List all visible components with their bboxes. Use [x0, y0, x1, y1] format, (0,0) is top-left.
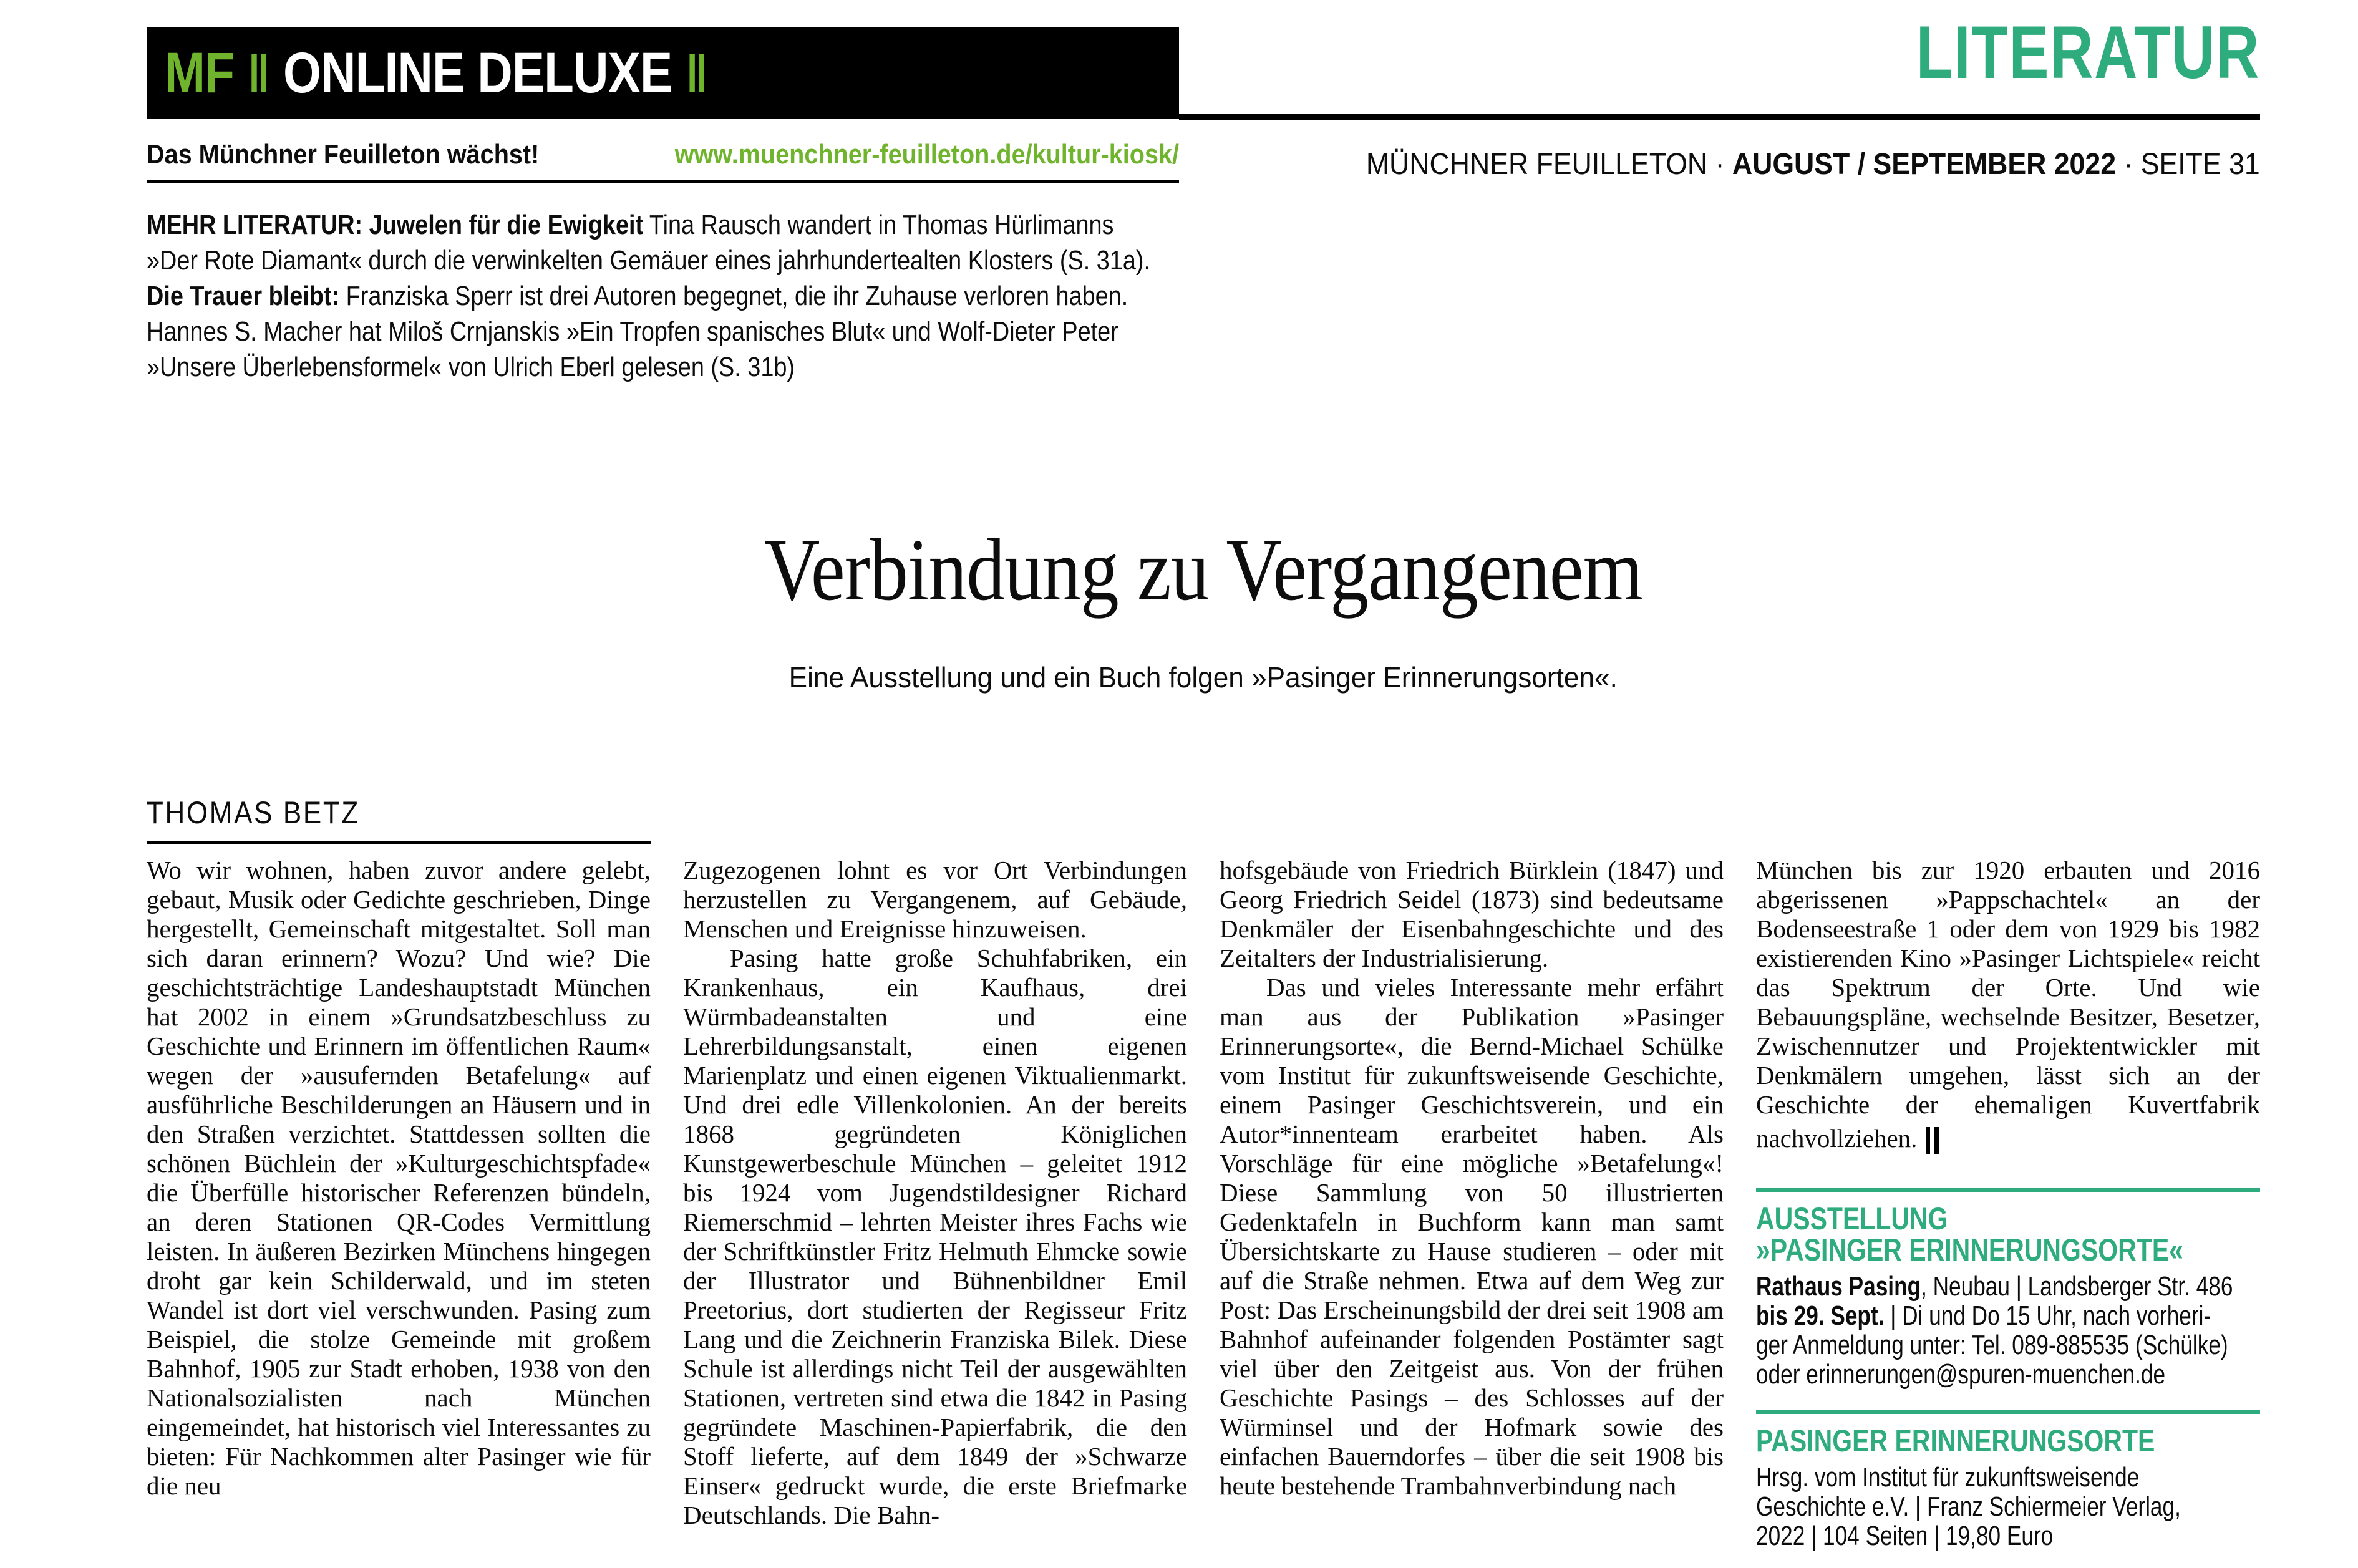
section-title-text: LITERATUR: [1916, 11, 2260, 94]
body-paragraph: Zugezogenen lohnt es vor Ort Verbindungen herzustellen zu Vergangenem, auf Gebäude, Menschen und Ereignisse hinzuweisen.: [683, 856, 1187, 943]
double-bar-icon: ‖: [248, 44, 269, 104]
masthead-logo-bar: [147, 27, 1179, 119]
article-column-3: [1220, 856, 1724, 1501]
article-headline: Verbindung zu Vergangenem: [764, 520, 1642, 619]
teaser-line: »Der Rote Diamant« durch die verwinkelten Gemäuer eines jahrhundertealten Klosters (S. 31a).: [147, 245, 1151, 276]
infobox-line: oder erinnerungen@spuren-muenchen.de: [1756, 1359, 2166, 1390]
infobox-heading: PASINGER ERINNERUNGSORTE: [1756, 1423, 2155, 1458]
double-bar-icon: ‖: [686, 44, 708, 104]
article-column-2: [683, 856, 1187, 1530]
logo-title: ONLINE DELUXE: [283, 41, 672, 105]
book-infobox: [1756, 1410, 2260, 1551]
dateline-paper: MÜNCHNER FEUILLETON ·: [1366, 148, 1733, 181]
infobox-heading: »PASINGER ERINNERUNGSORTE«: [1756, 1232, 2183, 1267]
dateline-issue: AUGUST / SEPTEMBER 2022: [1732, 148, 2117, 181]
article-subhead: Eine Ausstellung und ein Buch folgen »Pasinger Erinnerungsorten«.: [788, 661, 1618, 694]
infobox-line: ger Anmeldung unter: Tel. 089-885535 (Schülke): [1756, 1330, 2228, 1360]
author-byline: THOMAS BETZ: [147, 795, 360, 830]
exhibition-infobox: [1756, 1188, 2260, 1410]
dateline-page: · SEITE 31: [2116, 148, 2260, 181]
teaser-block: [147, 207, 1207, 385]
teaser-line: »Unsere Überlebensformel« von Ulrich Eberl gelesen (S. 31b): [147, 352, 795, 382]
infobox-line: Hrsg. vom Institut für zukunftsweisende: [1756, 1462, 2140, 1493]
teaser-line: Hannes S. Macher hat Miloš Crnjanskis »Ein Tropfen spanisches Blut« und Wolf-Dieter Peter: [147, 316, 1118, 347]
infobox-line: 2022 | 104 Seiten | 19,80 Euro: [1756, 1521, 2054, 1551]
infobox-details: [1756, 1463, 2260, 1551]
section-underline-rule: [1179, 114, 2260, 120]
body-paragraph: Pasing hatte große Schuhfabriken, ein Krankenhaus, ein Kaufhaus, drei Würmbadeanstalten und eine Lehrerbildungsanstalt, einen eigenen Marienplatz und einen eigenen Viktualienmarkt. Und drei edle Villenkolonien. An der bereits 1868 gegründeten Königlichen Kunstgewerbeschule München – geleitet 1912 bis 1924 vom Jugendstildesigner Richard Riemerschmid – lehrten Meister ihres Fachs wie der Schriftkünstler Fritz Helmuth Ehmcke sowie der Illustrator und Bühnenbildner Emil Preetorius, dort studierten der Regisseur Fritz Lang und die Zeichnerin Franziska Bilek. Diese Schule ist allerdings nicht Teil der ausgewählten Stationen, vertreten sind etwa die 1842 in Pasing gegründete Maschinen-Papierfabrik, die den Stoff lieferte, auf dem 1849 der »Schwarze Einser« gedruckt wurde, die erste Briefmarke Deutschlands. Die Bahn-: [683, 944, 1187, 1529]
dateline: [1262, 147, 2260, 189]
email-link[interactable]: erinnerungen@spuren-muenchen.de: [1806, 1359, 2166, 1390]
infobox-details: [1756, 1272, 2260, 1389]
article-column-4: [1756, 856, 2260, 1551]
masthead-logo: [147, 41, 708, 105]
infobox-line: bis 29. Sept. | Di und Do 15 Uhr, nach vorheri-: [1756, 1300, 2211, 1331]
body-paragraph: Das und vieles Interessante mehr erfährt man aus der Publikation »Pasinger Erinnerungsorte«, die Bernd-Michael Schülke vom Institut für zukunftsweisende Geschichte, einem Pasinger Geschichtsverein, und ein Autor*innenteam erarbeitet haben. Als Vorschläge für eine mögliche »Betafelung«! Diese Sammlung von 50 illustrierten Gedenktafeln in Buchform kann man samt Übersichtskarte zu Hause studieren – oder mit auf die Straße nehmen. Etwa auf dem Weg zur Post: Das Erscheinungsbild der drei seit 1908 am Bahnhof aufeinander folgenden Postämter sagt viel über den Zeitgeist aus. Von der frühen Geschichte Pasings – des Schlosses auf der Würminsel und der Hofmark sowie des einfachen Bauerndorfes – über die seit 1908 bis heute bestehende Trambahnverbindung nach: [1220, 973, 1724, 1500]
body-paragraph: hofsgebäude von Friedrich Bürklein (1847) und Georg Friedrich Seidel (1873) sind bedeutsame Denkmäler der Eisenbahngeschichte und des Zeitalters der Industrialisierung.: [1220, 856, 1724, 972]
infobox-line: Rathaus Pasing, Neubau | Landsberger Str. 486: [1756, 1271, 2233, 1302]
infobox-heading: AUSSTELLUNG: [1756, 1201, 1948, 1236]
body-paragraph: München bis zur 1920 erbauten und 2016 abgerissenen »Pappschachtel« an der Bodenseestraße 1 oder dem von 1929 bis 1982 existierenden Kino »Pasinger Lichtspiele« reicht das Spektrum der Orte. Und wie Bebauungspläne, wechselnde Besitzer, Besetzer, Zwischennutzer und Projektentwickler mit Denkmälern umgehen, lässt sich an der Geschichte der ehemaligen Kuvertfabrik nachvollziehen.: [1756, 856, 2260, 1153]
teaser-line: Die Trauer bleibt: Franziska Sperr ist drei Autoren begegnet, die ihr Zuhause verloren haben.: [147, 281, 1128, 311]
teaser-line: MEHR LITERATUR: Juwelen für die Ewigkeit Tina Rausch wandert in Thomas Hürlimanns: [147, 210, 1114, 240]
left-separator-rule: [147, 180, 1179, 183]
kiosk-url-link[interactable]: www.muenchner-feuilleton.de/kultur-kiosk/: [674, 139, 1179, 170]
byline-rule: [147, 841, 651, 844]
body-paragraph: Wo wir wohnen, haben zuvor andere gelebt, gebaut, Musik oder Gedichte geschrieben, Dinge hergestellt, Gemeinschaft mitgestaltet. Soll man sich daran erinnern? Wozu? Und wie? Die geschichtsträchtige Landeshauptstadt München hat 2002 in einem »Grundsatzbeschluss zu Geschichte und Erinnern im öffentlichen Raum« wegen der »ausufernden Betafelung« auf ausführliche Beschilderungen an Häusern und in den Straßen verzichtet. Stattdessen sollten die schönen Büchlein der »Kulturgeschichtspfade« die Überfülle historischer Referenzen bündeln, an deren Stationen QR-Codes Vermittlung leisten. In äußeren Bezirken Münchens hingegen droht gar kein Schilderwald, und im steten Wandel ist dort viel verschwunden. Pasing zum Beispiel, die stolze Gemeinde mit großem Bahnhof, 1905 zur Stadt erhoben, 1938 von den Nationalsozialisten nach München eingemeindet, hat historisch viel Interessantes zu bieten: Für Nachkommen alter Pasinger wie für die neu: [147, 856, 651, 1500]
infobox-line: Geschichte e.V. | Franz Schiermeier Verlag,: [1756, 1491, 2181, 1522]
article-body: [147, 856, 2260, 1551]
growth-text: Das Münchner Feuilleton wächst!: [147, 139, 540, 170]
masthead-growth-line: [147, 137, 1179, 172]
section-title: [1262, 11, 2260, 117]
mf-logo: MF: [164, 41, 235, 105]
article-column-1: [147, 856, 651, 1501]
article-end-mark-icon: [1926, 1127, 1939, 1154]
